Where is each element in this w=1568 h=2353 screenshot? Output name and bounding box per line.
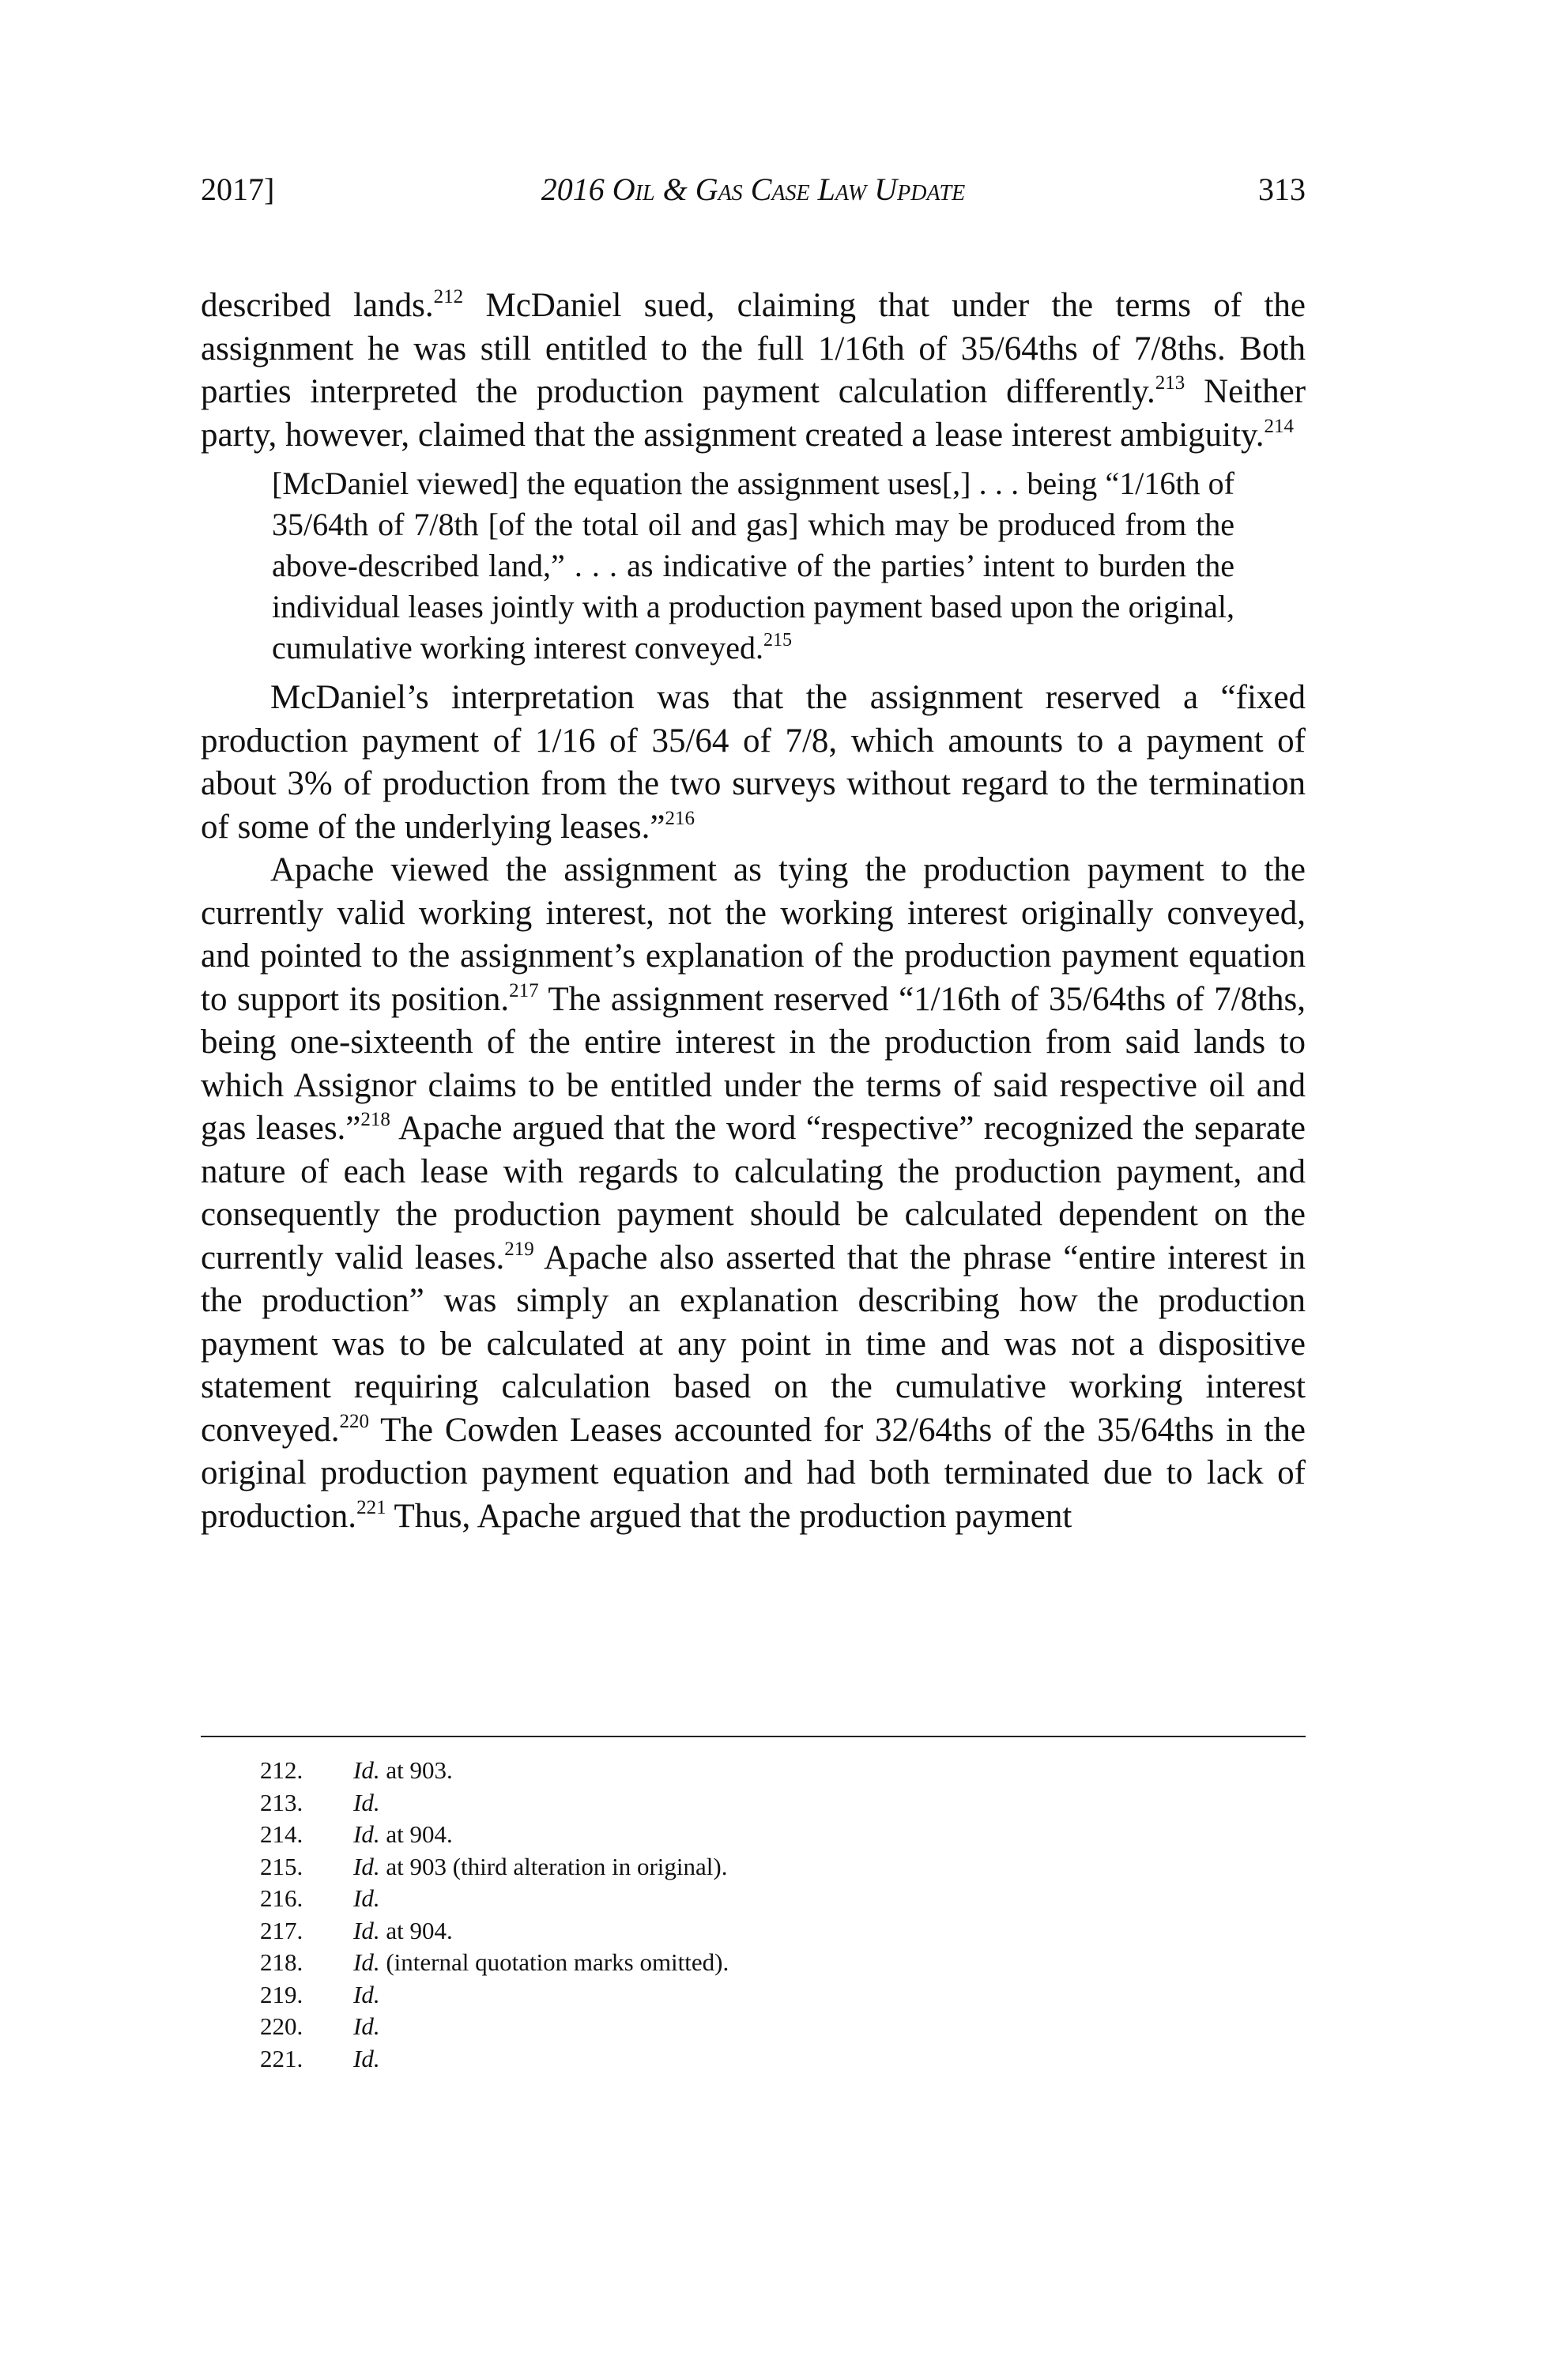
footnote-id: Id.: [353, 2012, 380, 2040]
footnote-number: 219.: [260, 1980, 303, 2008]
header-title-part: ase: [771, 172, 810, 207]
footnote-item: [201, 1979, 1306, 2012]
header-title-part: aw: [835, 172, 867, 207]
text-run: The assignment reserved “1/16th of 35/64ths of 7/8ths, being one-sixteenth of the entire interest in the production from said lands to which Assignor claims to be entitled under the terms of said respective oil and gas leases.”: [201, 980, 1306, 1147]
footnote-number: 218.: [260, 1948, 303, 1976]
footnote-number: 214.: [260, 1820, 303, 1848]
text-run: Neither party, however, claimed that the assignment created a lease interest ambiguity.: [201, 373, 1306, 454]
text-run: described lands.: [201, 287, 434, 324]
footnote-text: [353, 1915, 1306, 1948]
text-run: [McDaniel viewed] the equation the assignment uses[,] . . . being “1/16th of 35/64th of 7/8th [of the total oil and gas] which may be produced from the above-described land,” . . . as indicative of the parties’ intent to burden the individual leases jointly with a production payment based upon the original, cumulative working interest conveyed.: [272, 466, 1234, 666]
footnote-rest: (internal quotation marks omitted).: [379, 1948, 729, 1976]
footnote-text: [353, 1819, 1306, 1851]
footnote-item: [201, 1915, 1306, 1948]
header-title: [201, 166, 1306, 213]
footnote-text: [353, 1947, 1306, 1979]
text-run: Thus, Apache argued that the production payment: [386, 1497, 1072, 1535]
footnote-item: [201, 1819, 1306, 1851]
footnote-text: [353, 2011, 1306, 2043]
footnote-number: 221.: [260, 2044, 303, 2072]
footnote-ref-220: 220: [339, 1410, 370, 1432]
footnote-id: Id.: [353, 1820, 380, 1848]
footnote-item: [201, 1851, 1306, 1884]
footnote-item: [201, 1755, 1306, 1787]
footnote-text: [353, 1883, 1306, 1915]
text-run: Apache viewed the assignment as tying the production payment to the currently valid working interest, not the working interest originally conveyed, and pointed to the assignment’s explanation of the production payment equation to support its position.: [201, 851, 1306, 1018]
footnote-id: Id.: [353, 1884, 380, 1912]
header-title-part: as: [718, 172, 743, 207]
footnote-number: 215.: [260, 1852, 303, 1880]
footnote-id: Id.: [353, 1980, 380, 2008]
header-year: 2017]: [201, 172, 275, 207]
footnote-id: Id.: [353, 1852, 380, 1880]
text-run: McDaniel’s interpretation was that the assignment reserved a “fixed production payment of 1/16 of 35/64 of 7/8, which amounts to a payment of about 3% of production from the two surveys without regard to the termination of some of the underlying leases.”: [201, 679, 1306, 846]
header-title-part: C: [742, 172, 772, 207]
footnote-text: [353, 1851, 1306, 1884]
footnote-ref-217: 217: [509, 979, 539, 1001]
text-run: The Cowden Leases accounted for 32/64ths of the 35/64ths in the original production payment equation and had both terminated due to lack of production.: [201, 1411, 1306, 1535]
footnote-ref-215: 215: [763, 630, 793, 650]
footnote-divider: [201, 1736, 1306, 1737]
running-header: [201, 166, 1306, 213]
footnote-text: [353, 1979, 1306, 2012]
footnote-text: [353, 1787, 1306, 1819]
text-run: Apache also asserted that the phrase “entire interest in the production” was simply an explanation describing how the production payment was to be calculated at any point in time and was not a dispositive statement requiring calculation based on the cumulative working interest conveyed.: [201, 1239, 1306, 1449]
footnote-ref-221: 221: [356, 1496, 386, 1518]
footnote-text: [353, 1755, 1306, 1787]
footnote-item: [201, 2043, 1306, 2076]
paragraph-1: [201, 285, 1306, 457]
paragraph-3: [201, 849, 1306, 1538]
page-number: 313: [1258, 172, 1306, 207]
footnote-item: [201, 1883, 1306, 1915]
header-title-part: pdate: [897, 172, 966, 207]
footnote-rest: at 904.: [379, 1820, 453, 1848]
footnote-ref-213: 213: [1155, 372, 1185, 394]
footnote-item: [201, 2011, 1306, 2043]
footnote-id: Id.: [353, 2044, 380, 2072]
footnote-number: 213.: [260, 1788, 303, 1816]
footnote-rest: at 903.: [379, 1756, 453, 1784]
footnotes: [201, 1755, 1306, 2075]
footnote-id: Id.: [353, 1916, 380, 1944]
body-text: [201, 285, 1306, 1538]
footnote-number: 220.: [260, 2012, 303, 2040]
footnote-item: [201, 1947, 1306, 1979]
footnote-number: 216.: [260, 1884, 303, 1912]
footnote-ref-218: 218: [360, 1109, 390, 1130]
footnote-id: Id.: [353, 1756, 380, 1784]
header-title-part: 2016 O: [541, 172, 635, 207]
header-title-part: & G: [654, 172, 718, 207]
footnote-ref-212: 212: [433, 286, 464, 307]
footnote-id: Id.: [353, 1788, 380, 1816]
footnote-text: [353, 2043, 1306, 2076]
paragraph-2: [201, 677, 1306, 849]
footnote-item: [201, 1787, 1306, 1819]
text-run: McDaniel sued, claiming that under the terms of the assignment he was still entitled to the full 1/16th of 35/64ths of 7/8ths. Both parties interpreted the production payment calculation differently.: [201, 287, 1306, 410]
footnote-number: 217.: [260, 1916, 303, 1944]
header-title-part: L: [809, 172, 835, 207]
footnote-rest: at 904.: [379, 1916, 453, 1944]
footnote-id: Id.: [353, 1948, 380, 1976]
header-title-part: il: [635, 172, 655, 207]
footnote-ref-219: 219: [504, 1238, 534, 1260]
footnote-ref-214: 214: [1264, 415, 1294, 437]
block-quote: [272, 463, 1234, 669]
text-run: Apache argued that the word “respective” recognized the separate nature of each lease with regards to calculating the production payment, and consequently the production payment should be calculated dependent on the currently valid leases.: [201, 1110, 1306, 1276]
footnote-ref-216: 216: [665, 807, 695, 829]
footnote-number: 212.: [260, 1756, 303, 1784]
footnote-rest: at 903 (third alteration in original).: [379, 1852, 728, 1880]
header-title-part: U: [866, 172, 898, 207]
